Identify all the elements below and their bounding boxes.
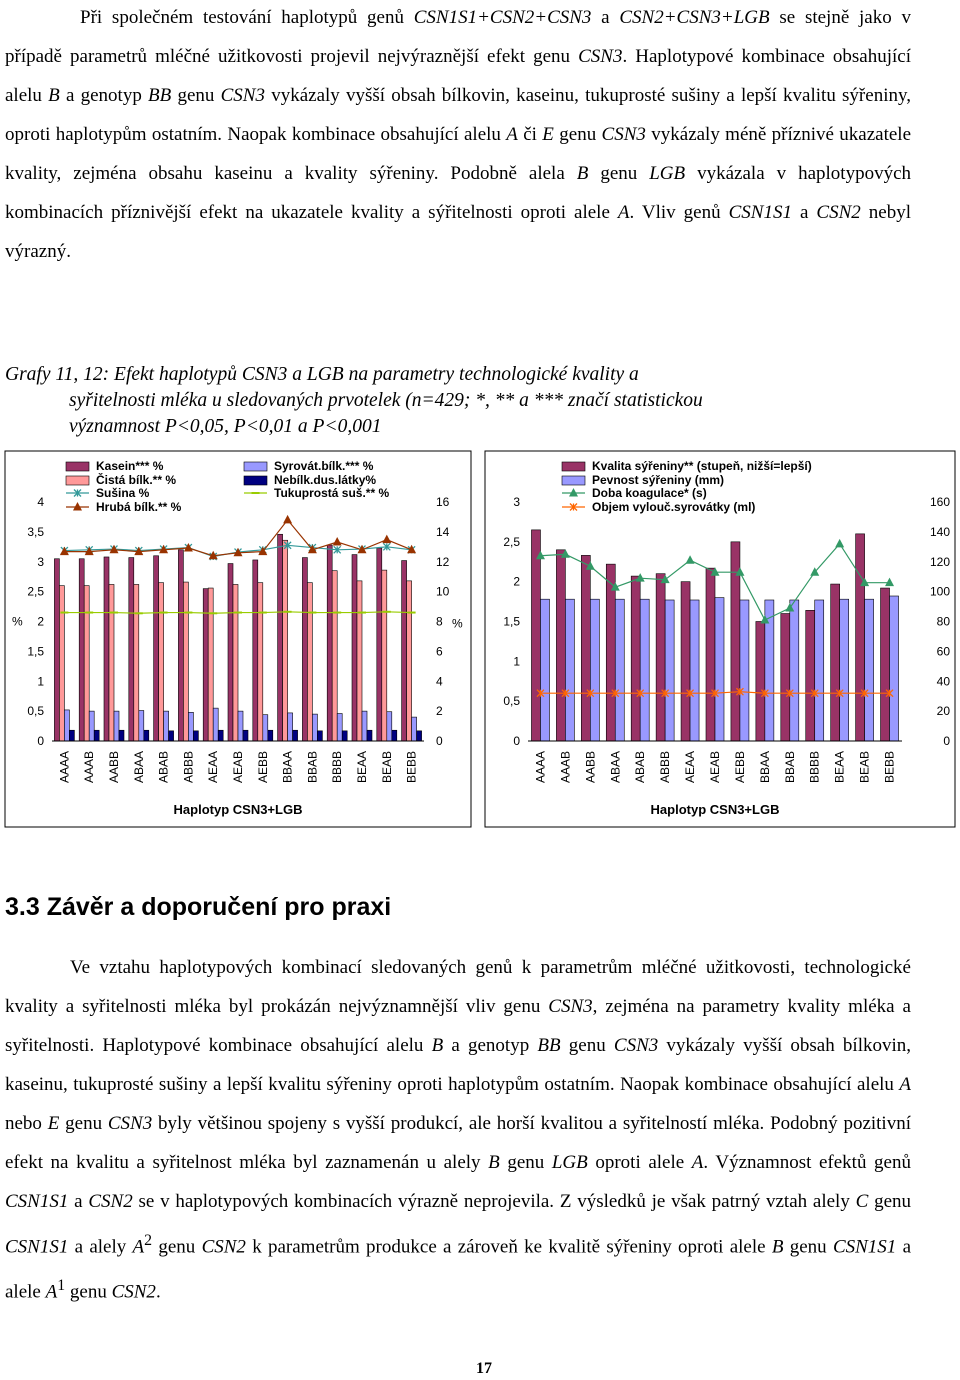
text-run: . Vliv genů <box>629 202 729 223</box>
text-run: . Haplotypové kombinace obsahující alelu <box>5 46 911 106</box>
bar <box>681 582 690 741</box>
text-run: CSN1S1+CSN2+CSN3 <box>413 7 592 28</box>
y-left-tick-label: 1 <box>37 674 44 689</box>
x-tick-label: AEAA <box>683 751 698 784</box>
bar <box>253 560 258 741</box>
y-left-tick-label: 3 <box>513 495 520 509</box>
bar <box>188 712 193 741</box>
text-run: genu <box>560 1035 614 1056</box>
bar <box>357 581 362 741</box>
bar <box>377 548 382 741</box>
bar <box>556 550 565 741</box>
text-run: . <box>155 1281 161 1303</box>
text-run: a genotyp <box>443 1035 538 1056</box>
x-tick-label: AABB <box>107 751 121 784</box>
bar <box>332 571 337 741</box>
bar <box>307 583 312 741</box>
legend-swatch <box>244 462 267 471</box>
bar <box>302 558 307 741</box>
text-run: vykázaly méně příznivé ukazatele kvality, zejména obsahu kaseinu a kvality sýřeniny. Podobně alela <box>5 124 912 184</box>
x-tick-label: AEBB <box>255 751 270 784</box>
bar <box>790 600 799 741</box>
bar <box>540 599 549 741</box>
bar <box>178 550 183 741</box>
bar <box>134 584 139 741</box>
text-run: a <box>791 202 817 223</box>
text-run: A <box>899 1074 911 1095</box>
text-run: A <box>506 124 518 145</box>
caption-line-1: Grafy 11, 12: Efekt haplotypů CSN3 a LGB na parametry technologické kvality a <box>5 364 639 385</box>
legend-swatch <box>562 462 585 471</box>
y-right-tick-label: 10 <box>436 584 450 599</box>
bar <box>806 610 815 741</box>
x-tick-label: BEAA <box>832 751 847 784</box>
text-run: Ve vztahu haplotypových kombinací sledovaných genů k parametrům mléčné užitkovosti, technologické kvality a syřitelnosti mléka byl prokázán nejvýznamnější vliv genu <box>5 957 911 1017</box>
y-left-tick-label: 3,5 <box>27 524 44 539</box>
y-right-tick-label: 6 <box>436 644 443 659</box>
x-tick-label: BEAA <box>355 751 369 784</box>
text-run: A <box>132 1236 145 1258</box>
series-point <box>382 535 391 544</box>
y-right-tick-label: 16 <box>436 495 450 509</box>
y-right-tick-label: 0 <box>943 734 950 748</box>
legend-label: Kvalita sýřeniny** (stupeň, nižší=lepší) <box>592 459 812 473</box>
text-run: CSN3 <box>601 124 646 145</box>
legend-label: Tukuprostá suš.** % <box>274 486 390 500</box>
bar <box>233 584 238 741</box>
y-left-tick-label: 0,5 <box>27 704 44 719</box>
y-right-tick-label: 160 <box>929 495 950 509</box>
bar <box>84 586 89 741</box>
text-run: vykázaly vyšší obsah bílkovin, kaseinu, tukuprosté sušiny a lepší kvalitu sýřeniny oproti haplotypům ostatním. Naopak kombinace obsahující alelu <box>5 1035 912 1095</box>
x-tick-label: AEAB <box>231 751 245 784</box>
text-run: a <box>68 1191 89 1212</box>
text-run: A <box>45 1281 58 1303</box>
bar <box>203 589 208 741</box>
text-run: CSN1S1 <box>5 1191 69 1212</box>
y-right-tick-label: 140 <box>929 524 950 539</box>
text-run: 2 <box>144 1232 153 1249</box>
bar <box>581 555 590 741</box>
bar <box>258 583 263 741</box>
y-left-tick-label: 2,5 <box>503 534 520 549</box>
bar <box>631 576 640 741</box>
text-run: CSN3 <box>613 1035 659 1056</box>
bar <box>665 600 674 741</box>
y-left-tick-label: 4 <box>37 495 44 509</box>
text-run: genu <box>65 1281 112 1303</box>
x-tick-label: ABBB <box>658 751 673 784</box>
y-right-tick-label: 8 <box>436 614 443 629</box>
y-left-axis-label: % <box>12 614 23 629</box>
text-run: nebo <box>5 1113 48 1134</box>
text-run: CSN3 <box>107 1113 153 1134</box>
x-tick-label: AEBB <box>732 751 747 784</box>
bar <box>154 556 159 741</box>
text-run: CSN2 <box>201 1236 246 1258</box>
text-run: , zejména na parametry kvality mléka a syřitelnosti. Haplotypové kombinace obsahující alelu <box>5 996 911 1056</box>
text-run: či <box>517 124 543 145</box>
bar <box>104 557 109 741</box>
bar <box>278 534 283 741</box>
y-right-tick-label: 0 <box>436 734 443 748</box>
bar <box>362 711 367 741</box>
y-left-tick-label: 0,5 <box>503 694 520 709</box>
page-number: 17 <box>476 1360 492 1377</box>
chart-12-svg <box>484 450 956 830</box>
text-run: LGB <box>551 1152 588 1173</box>
y-left-tick-label: 1 <box>513 654 520 669</box>
y-left-tick-label: 1,5 <box>503 614 520 629</box>
text-run: 1 <box>57 1277 66 1295</box>
text-run: B <box>488 1152 500 1173</box>
text-run: nebyl výrazný. <box>5 202 911 262</box>
legend-swatch <box>562 476 585 485</box>
bar <box>715 598 724 741</box>
text-run: genu <box>588 163 650 184</box>
text-run: CSN1S1 <box>728 202 792 223</box>
chart-11 <box>4 450 472 830</box>
bar <box>756 622 765 742</box>
x-tick-label: BBAA <box>757 751 772 784</box>
bar <box>412 717 417 741</box>
series-point <box>686 555 695 564</box>
bar <box>89 711 94 741</box>
bar <box>856 534 865 741</box>
x-tick-label: BBBB <box>807 751 822 784</box>
bar <box>531 530 540 741</box>
text-run: A <box>691 1152 704 1173</box>
text-run: CSN2 <box>816 202 861 223</box>
text-run: byly většinou spojeny s vyšší produkcí, ale horší kvalitou a syřitelností mléka. Podobný pozitivní efekt na kvalitu a syřitelnost mléka byl zaznamenán u alely <box>5 1113 911 1173</box>
legend-label: Hrubá bílk.** % <box>96 500 182 514</box>
x-tick-label: AEAA <box>206 751 221 784</box>
text-run: vykázaly vyšší obsah bílkovin, kaseinu, tukuprosté sušiny a lepší kvalitu sýřeniny, oproti haplotypům ostatním. Naopak kombinace obsahující alelu <box>5 85 911 145</box>
chart-11-svg <box>4 450 472 830</box>
legend-label: Kasein*** % <box>96 459 164 473</box>
bar <box>367 730 372 741</box>
series-point <box>333 537 342 546</box>
y-right-tick-label: 20 <box>936 704 950 719</box>
bar <box>317 731 322 741</box>
bar <box>402 561 407 741</box>
bar <box>54 559 59 741</box>
text-run: BB <box>537 1035 561 1056</box>
legend-swatch <box>66 476 89 485</box>
bar <box>139 711 144 741</box>
bar <box>392 730 397 741</box>
text-run: BB <box>148 85 172 106</box>
bar <box>238 711 243 741</box>
bar <box>208 588 213 741</box>
bar <box>565 599 574 741</box>
bar <box>706 568 715 741</box>
bar <box>342 731 347 741</box>
legend-marker <box>73 502 82 511</box>
text-run: k parametrům produkce a zároveň ke kvalitě sýřeniny oproti alele <box>245 1236 772 1258</box>
text-run: CSN3 <box>220 85 265 106</box>
bar <box>781 614 790 741</box>
text-run: B <box>771 1236 784 1258</box>
bar <box>109 584 114 741</box>
text-run: Při společném testování haplotypů genů <box>80 7 414 28</box>
y-right-tick-label: 12 <box>436 554 450 569</box>
text-run: genu <box>152 1236 202 1258</box>
text-run: . Významnost efektů genů <box>703 1152 911 1173</box>
bar <box>283 540 288 741</box>
bar <box>263 715 268 741</box>
bar <box>327 545 332 741</box>
x-tick-label: AEAB <box>708 751 722 784</box>
y-left-tick-label: 2,5 <box>27 584 44 599</box>
x-tick-label: BBBB <box>330 751 345 784</box>
bar <box>169 731 174 741</box>
bar <box>228 564 233 741</box>
bar <box>352 555 357 741</box>
text-run: CSN2 <box>111 1281 156 1303</box>
bar <box>288 713 293 741</box>
bar <box>690 600 699 741</box>
text-run: A <box>617 202 630 223</box>
x-tick-label: ABAA <box>131 751 146 784</box>
bar <box>831 584 840 741</box>
text-run: se stejně jako v případě parametrů mléčné užitkovosti projevil nejvýraznější efekt genu <box>5 7 911 67</box>
chart-12 <box>484 450 956 830</box>
bar <box>159 583 164 741</box>
bar <box>144 730 149 741</box>
x-tick-label: AABB <box>583 751 598 784</box>
bar <box>337 714 342 741</box>
bar <box>164 711 169 741</box>
x-tick-label: BEAB <box>857 751 872 784</box>
bar <box>193 731 198 741</box>
conclusion-paragraph <box>5 948 911 1312</box>
caption-line-3: významnost P<0,05, P<0,01 a P<0,001 <box>69 416 382 437</box>
bar <box>840 599 849 741</box>
text-run: B <box>48 85 60 106</box>
y-left-tick-label: 0 <box>513 734 520 748</box>
figure-caption <box>5 362 905 440</box>
bar <box>218 730 223 741</box>
y-right-tick-label: 80 <box>936 614 950 629</box>
x-tick-label: BBAB <box>782 751 797 784</box>
bar <box>293 730 298 741</box>
text-run: C <box>855 1191 869 1212</box>
text-run: genu <box>783 1236 833 1258</box>
legend-label: Nebílk.dus.látky% <box>274 473 377 487</box>
text-run: B <box>576 163 589 184</box>
x-tick-label: BEBB <box>882 751 897 784</box>
x-tick-label: BBAB <box>305 751 320 784</box>
x-tick-label: AAAA <box>57 751 72 784</box>
bar <box>268 730 273 741</box>
bar <box>890 596 899 741</box>
bar <box>243 730 248 741</box>
x-tick-label: BBAA <box>280 751 295 784</box>
text-run: CSN2 <box>88 1191 133 1212</box>
bar <box>64 710 69 741</box>
y-left-tick-label: 0 <box>37 734 44 748</box>
legend-label: Objem vylouč.syrovátky (ml) <box>592 500 756 514</box>
text-run: vykázala v haplotypových kombinacích příznivější efekt na ukazatele kvality a sýřitelnosti oproti alele <box>5 163 912 223</box>
y-left-tick-label: 1,5 <box>27 644 44 659</box>
bar <box>79 559 84 741</box>
text-run: CSN1S1 <box>832 1236 897 1258</box>
legend-marker <box>569 488 578 497</box>
text-run: CSN3 <box>578 46 623 67</box>
text-run: a genotyp <box>59 85 149 106</box>
series-point <box>835 539 844 548</box>
legend-label: Čistá bílk.** % <box>96 473 177 487</box>
x-tick-label: BEBB <box>404 751 419 784</box>
y-left-tick-label: 2 <box>513 574 520 589</box>
x-tick-label: AAAA <box>533 751 548 784</box>
x-axis-label: Haplotyp CSN3+LGB <box>650 802 780 817</box>
bar <box>417 731 422 741</box>
legend-label: Doba koagulace* (s) <box>592 486 707 500</box>
bar <box>94 730 99 741</box>
bar <box>312 714 317 741</box>
text-run: LGB <box>649 163 686 184</box>
text-run: a alele <box>5 1236 912 1303</box>
x-tick-label: ABBB <box>181 751 196 784</box>
text-run: se v haplotypových kombinacích výrazně neprojevila. Z výsledků je však patrný vztah alely <box>132 1191 856 1212</box>
text-run: E <box>47 1113 60 1134</box>
y-right-axis-label: % <box>452 616 463 631</box>
text-run: a alely <box>68 1236 133 1258</box>
caption-line-2: syřitelnosti mléka u sledovaných prvotelek (n=429; *, ** a *** značí statistickou <box>69 390 703 411</box>
x-tick-label: ABAA <box>608 751 623 784</box>
text-run: B <box>431 1035 444 1056</box>
bar <box>606 564 615 741</box>
text-run: genu <box>553 124 602 145</box>
bar <box>213 708 218 741</box>
x-tick-label: AAAB <box>558 751 573 784</box>
x-tick-label: BEAB <box>379 751 394 784</box>
bar <box>387 712 392 741</box>
bar <box>382 570 387 741</box>
bar <box>119 730 124 741</box>
series-point <box>283 515 292 524</box>
bar <box>740 600 749 741</box>
bar <box>114 711 119 741</box>
text-run: CSN3 <box>548 996 593 1017</box>
bar <box>656 574 665 741</box>
y-right-tick-label: 4 <box>436 674 443 689</box>
intro-paragraph <box>5 0 911 271</box>
legend-label: Pevnost sýřeniny (mm) <box>592 473 725 487</box>
bar <box>129 558 134 741</box>
y-left-tick-label: 3 <box>37 554 44 569</box>
bar <box>590 599 599 741</box>
y-right-tick-label: 40 <box>936 674 950 689</box>
bar <box>183 582 188 741</box>
bar <box>815 600 824 741</box>
text-run: CSN2+CSN3+LGB <box>619 7 770 28</box>
text-run: E <box>542 124 554 145</box>
legend-label: Syrovát.bílk.*** % <box>274 459 374 473</box>
legend-label: Sušina % <box>96 486 150 500</box>
legend-swatch <box>66 462 89 471</box>
text-run: CSN1S1 <box>5 1236 69 1258</box>
bar <box>59 586 64 741</box>
x-axis-label: Haplotyp CSN3+LGB <box>173 802 303 817</box>
bar <box>881 588 890 741</box>
y-right-tick-label: 14 <box>436 524 450 539</box>
y-left-tick-label: 2 <box>37 614 44 629</box>
bar <box>69 730 74 741</box>
y-right-tick-label: 60 <box>936 644 950 659</box>
bar <box>407 581 412 741</box>
section-heading: 3.3 Závěr a doporučení pro praxi <box>5 893 392 921</box>
y-right-tick-label: 100 <box>929 584 950 599</box>
text-run: genu <box>59 1113 108 1134</box>
text-run: a <box>591 7 620 28</box>
text-run: genu <box>499 1152 552 1173</box>
series-point <box>885 578 894 587</box>
bar <box>640 599 649 741</box>
x-tick-label: ABAB <box>633 751 648 784</box>
bar <box>615 599 624 741</box>
text-run: genu <box>171 85 221 106</box>
text-run: genu <box>868 1191 912 1212</box>
text-run: oproti alele <box>587 1152 692 1173</box>
y-right-tick-label: 2 <box>436 704 443 719</box>
x-tick-label: AAAB <box>82 751 97 784</box>
y-right-tick-label: 120 <box>929 554 950 569</box>
legend-swatch <box>244 476 267 485</box>
bar <box>865 599 874 741</box>
x-tick-label: ABAB <box>156 751 171 784</box>
